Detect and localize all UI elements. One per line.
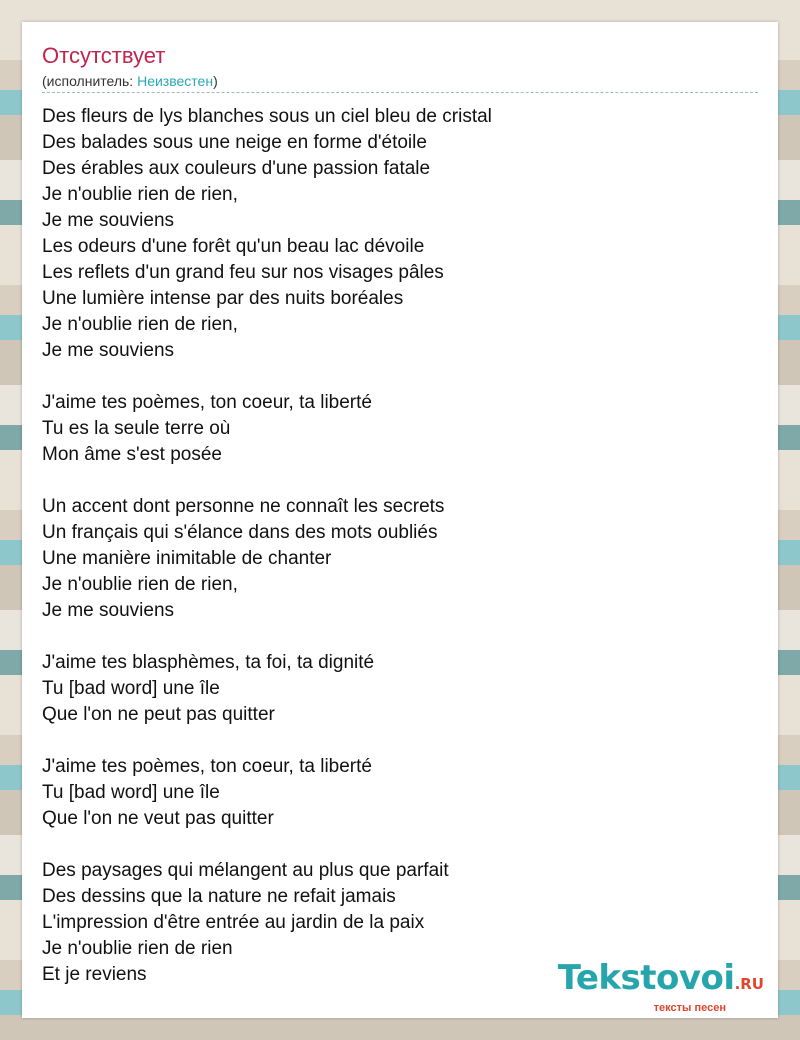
lyric-line: Une lumière intense par des nuits boréales (42, 288, 404, 309)
lyric-line: Les reflets d'un grand feu sur nos visages pâles (42, 262, 444, 283)
lyric-line: J'aime tes poèmes, ton coeur, ta liberté (42, 392, 372, 413)
lyric-line: Je n'oublie rien de rien, (42, 314, 238, 335)
song-title: Отсутствует (42, 43, 166, 68)
lyric-line: Tu [bad word] une île (42, 678, 220, 699)
lyrics-card (22, 22, 778, 1018)
lyric-line: Des dessins que la nature ne refait jamais (42, 886, 396, 907)
stanza-break (42, 468, 742, 494)
lyric-line: Une manière inimitable de chanter (42, 548, 332, 569)
artist-line (42, 72, 218, 90)
stanza-break (42, 832, 742, 858)
lyric-line: Je me souviens (42, 340, 175, 361)
lyric-line: Des balades sous une neige en forme d'étoile (42, 132, 427, 153)
lyric-line: Des érables aux couleurs d'une passion fatale (42, 158, 431, 179)
lyrics-text (42, 104, 742, 988)
lyric-line: J'aime tes poèmes, ton coeur, ta liberté (42, 756, 372, 777)
lyric-line: Un accent dont personne ne connaît les secrets (42, 496, 445, 517)
lyric-line: Je me souviens (42, 210, 175, 231)
artist-prefix: (исполнитель: (42, 73, 138, 89)
lyric-line: Tu es la seule terre où (42, 418, 231, 439)
lyric-line: Mon âme s'est posée (42, 444, 222, 465)
lyric-line: Je n'oublie rien de rien (42, 938, 233, 959)
title-divider (42, 92, 758, 93)
artist-suffix: ) (213, 73, 218, 89)
lyric-line: Des paysages qui mélangent au plus que parfait (42, 860, 449, 881)
lyric-line: Je n'oublie rien de rien, (42, 184, 238, 205)
stanza-break (42, 624, 742, 650)
logo-name: Tekstovoi (557, 958, 735, 998)
logo-wordmark (558, 960, 764, 1002)
lyric-line: Et je reviens (42, 964, 147, 985)
stanza-break (42, 728, 742, 754)
stanza-break (42, 364, 742, 390)
artist-link[interactable]: Неизвестен (137, 73, 214, 89)
lyric-line: Tu [bad word] une île (42, 782, 220, 803)
lyric-line: Je n'oublie rien de rien, (42, 574, 238, 595)
lyric-line: J'aime tes blasphèmes, ta foi, ta dignité (42, 652, 375, 673)
lyric-line: L'impression d'être entrée au jardin de la paix (42, 912, 425, 933)
lyric-line: Les odeurs d'une forêt qu'un beau lac dévoile (42, 236, 425, 257)
logo-tagline: тексты песен (653, 1002, 726, 1014)
lyric-line: Je me souviens (42, 600, 175, 621)
lyric-line: Un français qui s'élance dans des mots oubliés (42, 522, 438, 543)
lyric-line: Des fleurs de lys blanches sous un ciel bleu de cristal (42, 106, 492, 127)
lyric-line: Que l'on ne peut pas quitter (42, 704, 275, 725)
lyric-line: Que l'on ne veut pas quitter (42, 808, 274, 829)
site-logo[interactable] (558, 960, 764, 1014)
logo-tld: .RU (734, 975, 764, 993)
